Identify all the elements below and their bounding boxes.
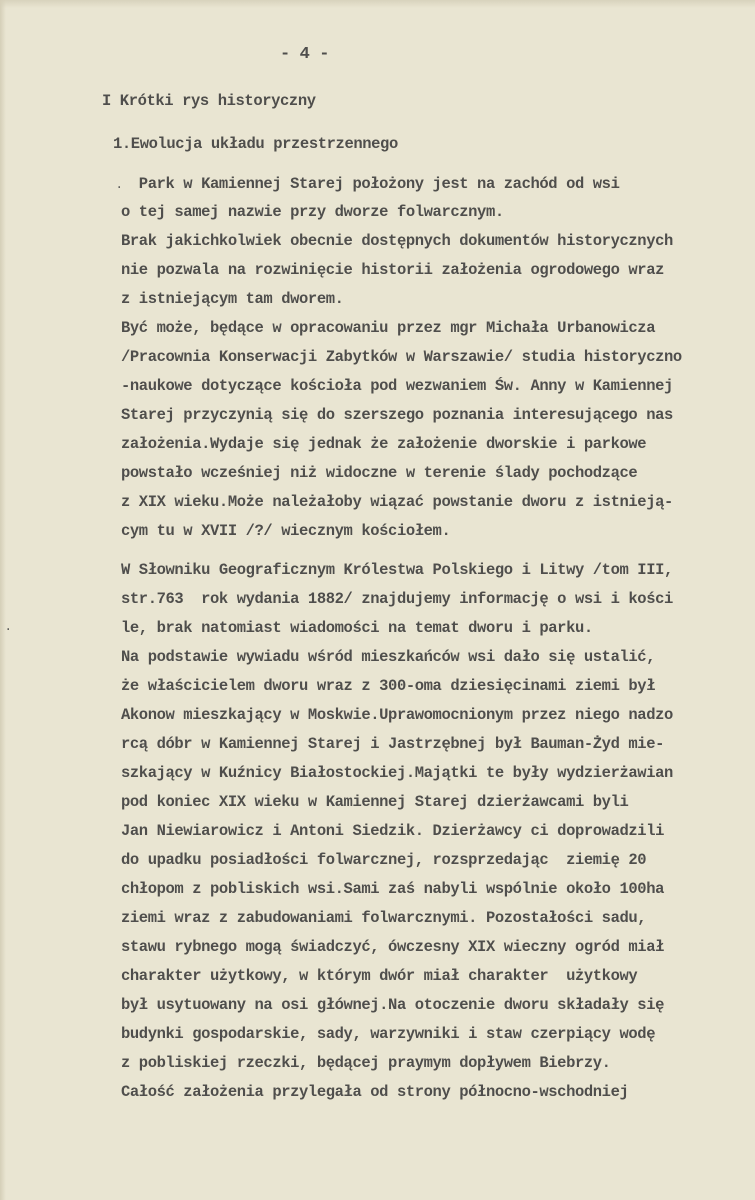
body-line: rcą dóbr w Kamiennej Starej i Jastrzębnej był Bauman-Żyd mie- — [121, 735, 664, 753]
body-line: powstało wcześniej niż widoczne w terenie ślady pochodzące — [121, 464, 638, 482]
body-line: szkający w Kuźnicy Białostockiej.Majątki te były wydzierżawian — [121, 764, 673, 782]
body-line: le, brak natomiast wiadomości na temat dworu i parku. — [121, 619, 593, 637]
body-line: Brak jakichkolwiek obecnie dostępnych dokumentów historycznych — [121, 232, 673, 250]
body-line: z XIX wieku.Może należałoby wiązać powstanie dworu z istnieją- — [121, 493, 673, 511]
paper-edge-left — [0, 0, 6, 1200]
paper-speck: · — [6, 622, 11, 638]
page-number: - 4 - — [280, 45, 330, 64]
body-line: W Słowniku Geograficznym Królestwa Polskiego i Litwy /tom III, — [121, 561, 673, 579]
paper-edge-top — [0, 0, 755, 8]
body-line: do upadku posiadłości folwarcznej, rozsprzedając ziemię 20 — [121, 851, 647, 869]
body-line: Akonow mieszkający w Moskwie.Uprawomocnionym przez niego nadzo — [121, 706, 673, 724]
body-line: str.763 rok wydania 1882/ znajdujemy informację o wsi i kości — [121, 590, 673, 608]
body-line: nie pozwala na rozwinięcie historii założenia ogrodowego wraz — [121, 261, 664, 279]
body-line: Jan Niewiarowicz i Antoni Siedzik. Dzierżawcy ci doprowadzili — [121, 822, 664, 840]
body-line: chłopom z pobliskich wsi.Sami zaś nabyli wspólnie około 100ha — [121, 880, 664, 898]
body-line: -naukowe dotyczące kościoła pod wezwaniem Św. Anny w Kamiennej — [121, 377, 673, 395]
body-line: że właścicielem dworu wraz z 300-oma dziesięcinami ziemi był — [121, 677, 656, 695]
body-line: z istniejącym tam dworem. — [121, 290, 344, 308]
body-line: Być może, będące w opracowaniu przez mgr Michała Urbanowicza — [121, 319, 656, 337]
body-line: Na podstawie wywiadu wśród mieszkańców wsi dało się ustalić, — [121, 648, 656, 666]
body-line: o tej samej nazwie przy dworze folwarcznym. — [121, 203, 504, 221]
body-line: cym tu w XVII /?/ wiecznym kościołem. — [121, 522, 451, 540]
body-line: Park w Kamiennej Starej położony jest na zachód od wsi — [121, 175, 620, 193]
body-line: stawu rybnego mogą świadczyć, ówczesny XIX wieczny ogród miał — [121, 938, 664, 956]
body-line: był usytuowany na osi głównej.Na otoczenie dworu składały się — [121, 996, 664, 1014]
body-line: Starej przyczynią się do szerszego poznania interesującego nas — [121, 406, 673, 424]
section-heading: 1.Ewolucja układu przestrzennego — [113, 135, 398, 153]
body-line: z pobliskiej rzeczki, będącej praymym dopływem Biebrzy. — [121, 1054, 611, 1072]
chapter-heading: I Krótki rys historyczny — [102, 92, 316, 110]
body-line: Całość założenia przylegała od strony północno-wschodniej — [121, 1083, 629, 1101]
body-line: pod koniec XIX wieku w Kamiennej Starej dzierżawcami byli — [121, 793, 629, 811]
body-line: ziemi wraz z zabudowaniami folwarcznymi. Pozostałości sadu, — [121, 909, 647, 927]
paper-speck: · — [117, 180, 122, 196]
body-line: budynki gospodarskie, sady, warzywniki i staw czerpiący wodę — [121, 1025, 656, 1043]
body-line: /Pracownia Konserwacji Zabytków w Warszawie/ studia historyczno — [121, 348, 682, 366]
body-line: założenia.Wydaje się jednak że założenie dworskie i parkowe — [121, 435, 647, 453]
body-line: charakter użytkowy, w którym dwór miał charakter użytkowy — [121, 967, 638, 985]
